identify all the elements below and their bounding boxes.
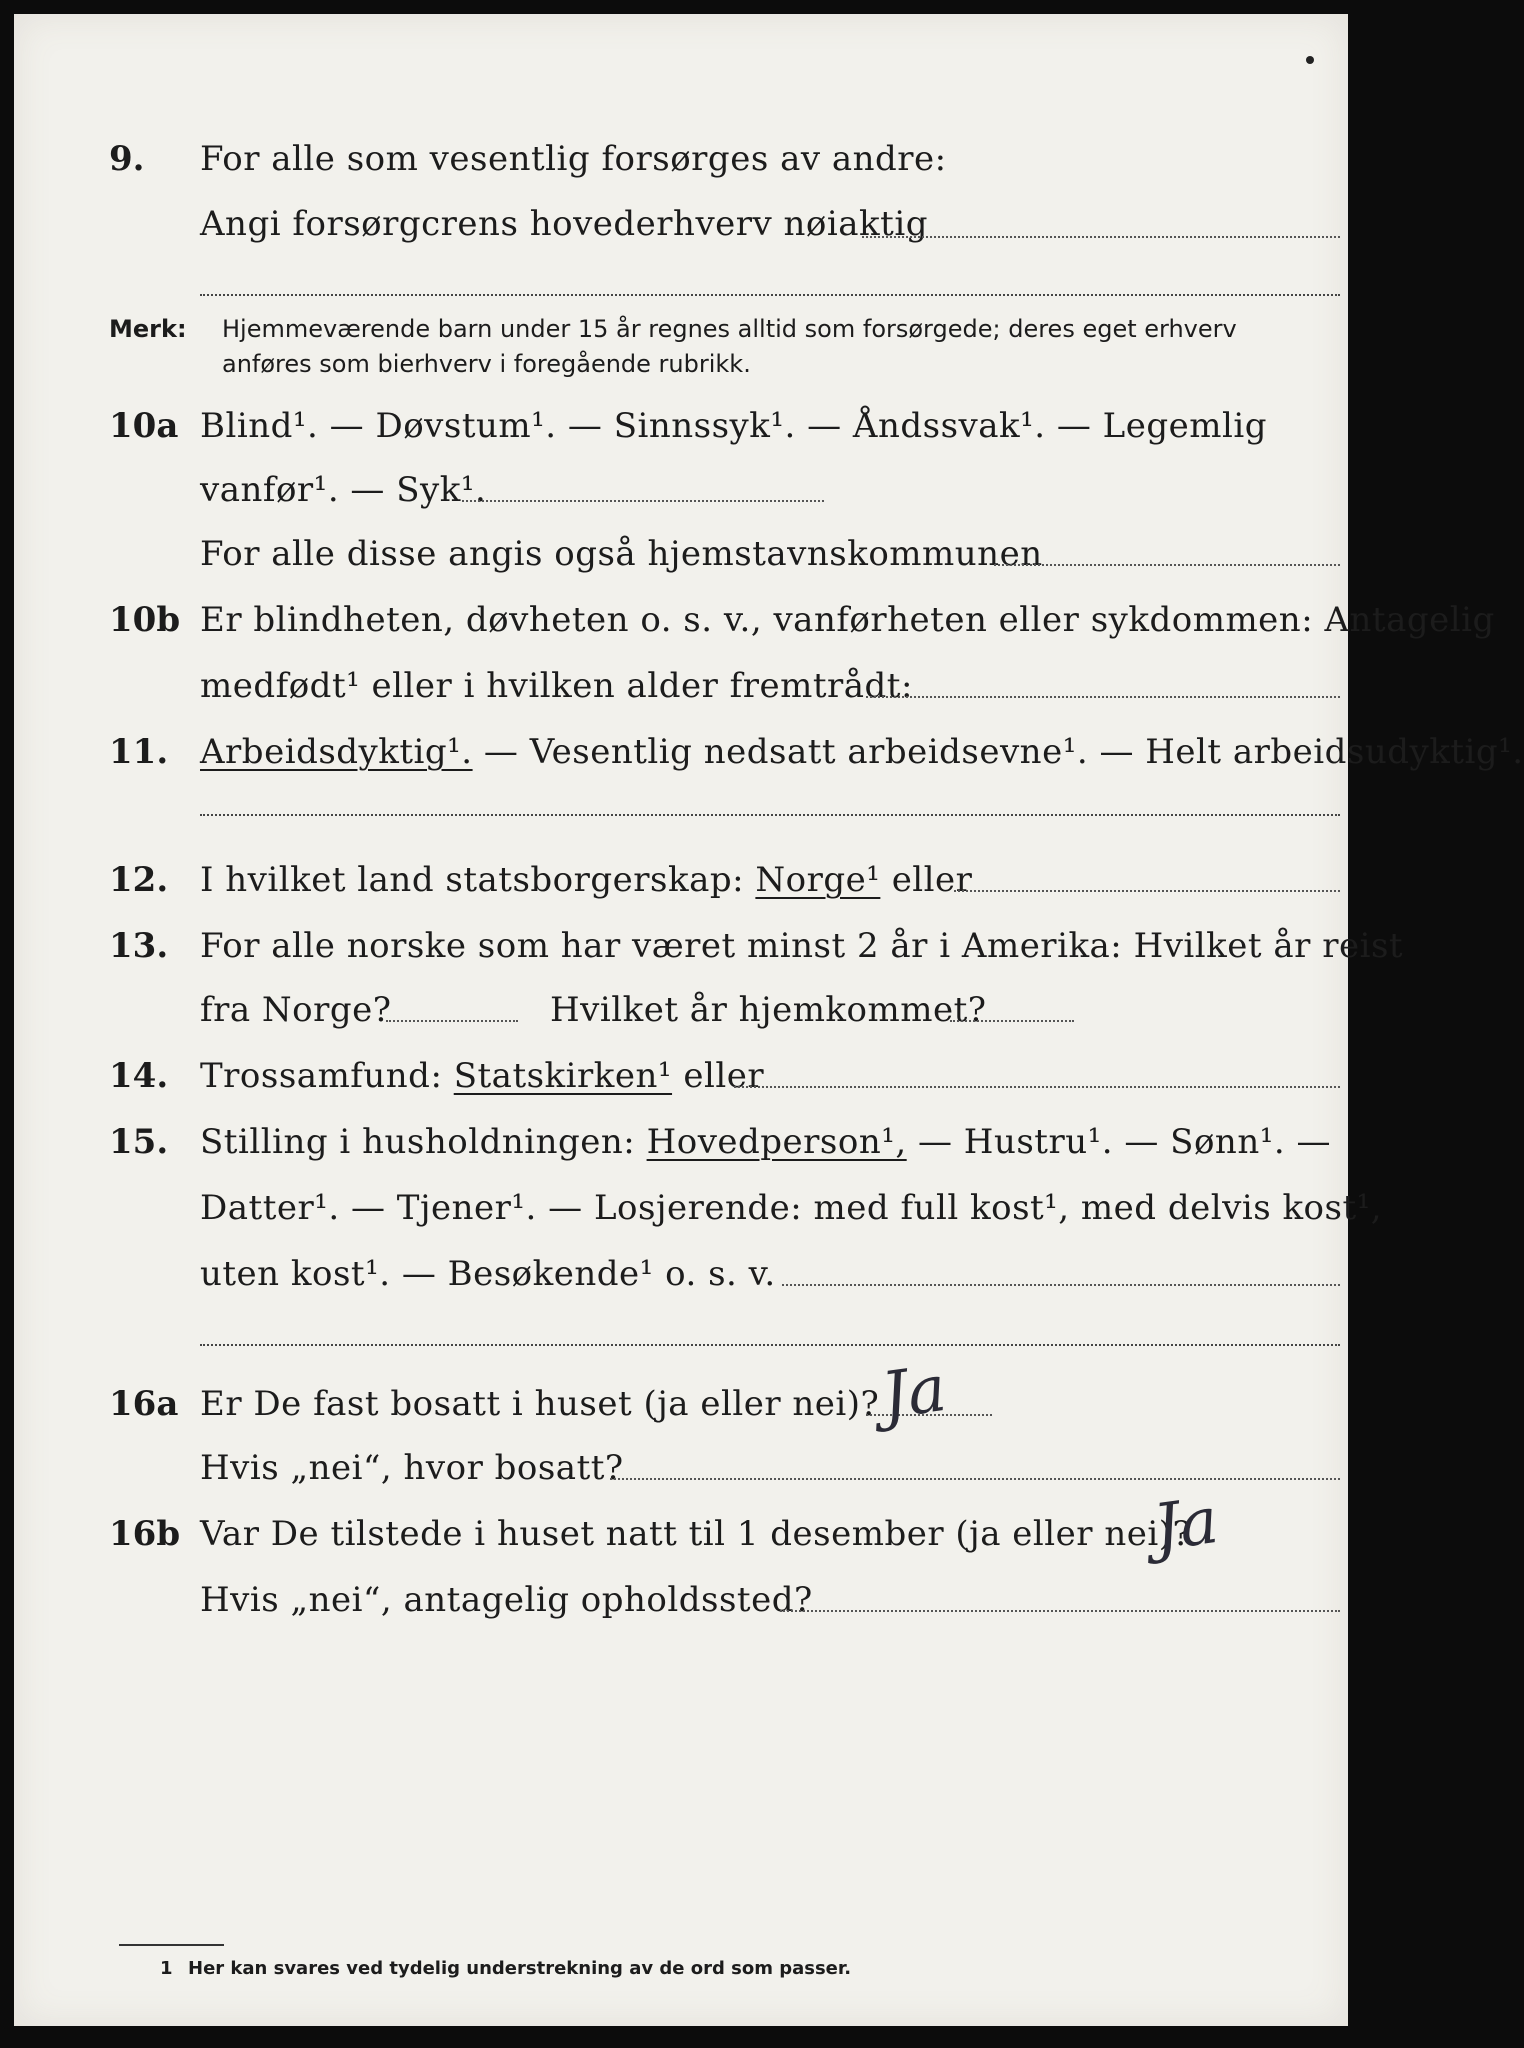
q16a-handwritten-answer: Ja bbox=[877, 1351, 951, 1435]
q13-left-norway: fra Norge? bbox=[200, 990, 392, 1030]
footnote-text: Her kan svares ved tydelig understrekning av de ord som passer. bbox=[188, 1958, 852, 1979]
q16b-handwritten-answer: Ja bbox=[1149, 1483, 1223, 1567]
q10a-line3: For alle disse angis også hjemstavnskommunen bbox=[200, 534, 1043, 574]
q15-option-hovedperson[interactable]: Hovedperson¹, bbox=[646, 1122, 907, 1162]
q14-line bbox=[200, 1056, 764, 1096]
q10b-line1: Er blindheten, døvheten o. s. v., vanførheten eller sykdommen: Antagelig bbox=[200, 600, 1495, 640]
q12-line bbox=[200, 860, 972, 900]
q10b-answer-line[interactable] bbox=[866, 696, 1340, 698]
q13-line1: For alle norske som har været minst 2 år i Amerika: Hvilket år reist bbox=[200, 926, 1404, 966]
q15-answer-line[interactable] bbox=[782, 1284, 1340, 1286]
q16a-line1: Er De fast bosatt i huset (ja eller nei)? bbox=[200, 1384, 880, 1424]
q16b-location-line[interactable] bbox=[780, 1610, 1340, 1612]
q11-answer-line[interactable] bbox=[200, 814, 1340, 816]
q15-options-1: — Hustru¹. — Sønn¹. — bbox=[918, 1122, 1331, 1162]
q9-answer-line-2[interactable] bbox=[200, 294, 1340, 296]
q10a-sick-answer-line[interactable] bbox=[462, 500, 824, 502]
merk-line2: anføres som bierhverv i foregående rubrikk. bbox=[222, 350, 751, 378]
item-number-13: 13. bbox=[109, 926, 169, 966]
q10a-line2: vanfør¹. — Syk¹. bbox=[200, 470, 487, 510]
item-number-9: 9. bbox=[109, 139, 145, 179]
q15-line1 bbox=[200, 1122, 1331, 1162]
q9-line2: Angi forsørgcrens hovederhverv nøiaktig bbox=[200, 204, 928, 244]
q10a-home-municipality-line[interactable] bbox=[994, 564, 1340, 566]
q12-question: I hvilket land statsborgerskap: bbox=[200, 860, 745, 900]
q11-option-arbeidsdyktig[interactable]: Arbeidsdyktig¹. bbox=[200, 732, 473, 772]
merk-label: Merk: bbox=[109, 315, 187, 343]
q13-left-year-line[interactable] bbox=[386, 1020, 518, 1022]
q16b-line2: Hvis „nei“, antagelig opholdssted? bbox=[200, 1580, 813, 1620]
item-number-11: 11. bbox=[109, 732, 169, 772]
q13-returned: Hvilket år hjemkommet? bbox=[550, 990, 987, 1030]
q10b-line2: medfødt¹ eller i hvilken alder fremtrådt: bbox=[200, 666, 913, 706]
page-dot bbox=[1306, 56, 1314, 64]
item-number-12: 12. bbox=[109, 860, 169, 900]
q14-eller: eller bbox=[683, 1056, 765, 1096]
item-number-10a: 10a bbox=[109, 406, 179, 446]
q12-option-norge[interactable]: Norge¹ bbox=[755, 860, 881, 900]
footnote-mark: 1 bbox=[160, 1958, 173, 1979]
q10a-line1: Blind¹. — Døvstum¹. — Sinnssyk¹. — Åndssvak¹. — Legemlig bbox=[200, 406, 1267, 446]
item-number-16b: 16b bbox=[109, 1514, 181, 1554]
census-form-page bbox=[14, 14, 1524, 2026]
q14-question: Trossamfund: bbox=[200, 1056, 443, 1096]
item-number-15: 15. bbox=[109, 1122, 169, 1162]
q12-eller: eller bbox=[891, 860, 973, 900]
q11-line bbox=[200, 732, 1524, 772]
merk-line1: Hjemmeværende barn under 15 år regnes alltid som forsørgede; deres eget erhverv bbox=[222, 315, 1237, 343]
q11-other-options: — Vesentlig nedsatt arbeidsevne¹. — Helt arbeidsudyktig¹. bbox=[483, 732, 1524, 772]
q15-question: Stilling i husholdningen: bbox=[200, 1122, 636, 1162]
q9-line1: For alle som vesentlig forsørges av andre: bbox=[200, 139, 947, 179]
item-number-14: 14. bbox=[109, 1056, 169, 1096]
q16a-residence-line[interactable] bbox=[610, 1478, 1340, 1480]
q14-answer-line[interactable] bbox=[734, 1086, 1340, 1088]
q16b-line1: Var De tilstede i huset natt til 1 desember (ja eller nei)? bbox=[200, 1514, 1192, 1554]
q15-answer-line-2[interactable] bbox=[200, 1344, 1340, 1346]
q9-answer-line[interactable] bbox=[862, 236, 1340, 238]
q14-option-statskirken[interactable]: Statskirken¹ bbox=[453, 1056, 673, 1096]
q12-answer-line[interactable] bbox=[954, 890, 1340, 892]
q16a-line2: Hvis „nei“, hvor bosatt? bbox=[200, 1448, 624, 1488]
item-number-10b: 10b bbox=[109, 600, 181, 640]
q15-line2: Datter¹. — Tjener¹. — Losjerende: med full kost¹, med delvis kost¹, bbox=[200, 1188, 1383, 1228]
q13-returned-year-line[interactable] bbox=[950, 1020, 1074, 1022]
q15-line3: uten kost¹. — Besøkende¹ o. s. v. bbox=[200, 1254, 776, 1294]
item-number-16a: 16a bbox=[109, 1384, 179, 1424]
footnote-rule bbox=[119, 1944, 224, 1946]
